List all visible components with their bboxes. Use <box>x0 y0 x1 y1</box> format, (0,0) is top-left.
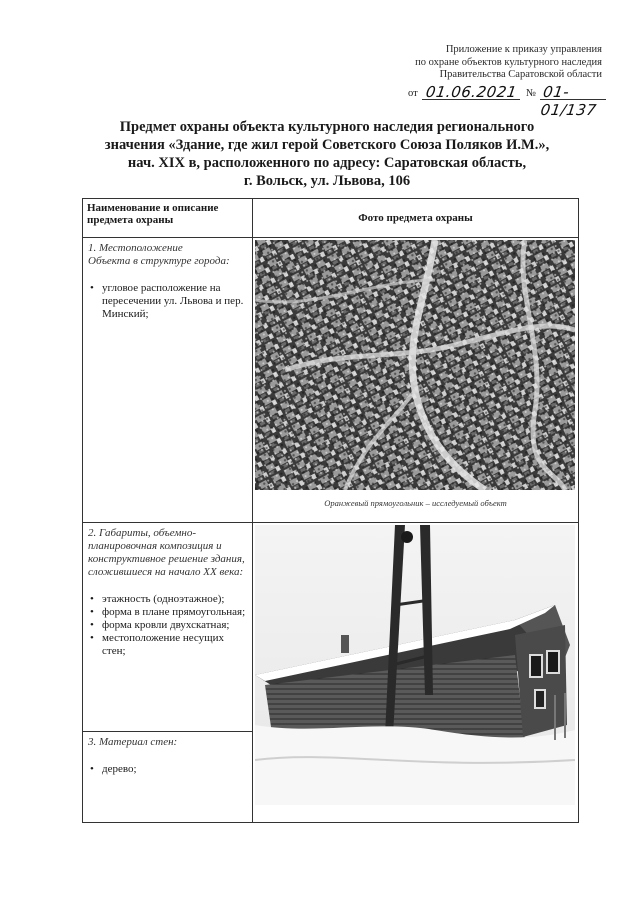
section-subheading: Объекта в структуре города: <box>88 255 230 267</box>
title-line-1: Предмет охраны объекта культурного наследия регионального <box>119 119 535 135</box>
appendix-line-3: Правительства Саратовской области <box>439 69 602 80</box>
row-dimensions-description <box>83 523 253 732</box>
photo-caption: Оранжевый прямоугольник – исследуемый объект <box>324 498 507 508</box>
header-description: Наименование и описание предмета охраны <box>83 199 253 238</box>
table-row <box>83 523 579 732</box>
row-material-description <box>83 732 253 823</box>
aerial-map-image <box>255 240 575 490</box>
document-title <box>80 118 574 190</box>
section-heading: 1. Местоположение <box>88 242 183 254</box>
list-item: • форма кровли двухскатная; <box>102 619 247 632</box>
aerial-photo-cell <box>253 238 579 523</box>
bullet-list <box>88 593 247 658</box>
appendix-block <box>362 44 602 82</box>
date-prefix: от <box>408 88 418 99</box>
header-photo: Фото предмета охраны <box>253 199 579 238</box>
protection-table <box>82 198 579 823</box>
section-heading: 2. Габариты, объемно-планировочная композиция и конструктивное решение здания, сложившиеся на начало XX века: <box>88 527 245 578</box>
list-item: • местоположение несущих стен; <box>102 632 247 658</box>
title-line-3: нач. XIX в, расположенного по адресу: Саратовская область, <box>127 155 527 171</box>
appendix-line-2: по охране объектов культурного наследия <box>415 56 602 68</box>
section-heading: 3. Материал стен: <box>88 736 178 748</box>
building-photo-image <box>255 525 575 805</box>
order-date: 01.06.2021 <box>424 83 519 101</box>
list-item: • дерево; <box>102 763 247 776</box>
table-row <box>83 238 579 523</box>
order-number: 01-01/137 <box>539 83 598 119</box>
title-line-4: г. Вольск, ул. Львова, 106 <box>243 173 411 189</box>
list-item: • угловое расположение на пересечении ул. Львова и пер. Минский; <box>102 282 247 321</box>
list-item: • форма в плане прямоугольная; <box>102 606 247 619</box>
building-photo-cell <box>253 523 579 823</box>
table-header-row <box>83 199 579 238</box>
bullet-list <box>88 282 247 321</box>
appendix-line-1: Приложение к приказу управления <box>445 44 602 55</box>
row-location-description <box>83 238 253 523</box>
order-reference <box>408 83 608 119</box>
bullet-list <box>88 763 247 776</box>
list-item: • этажность (одноэтажное); <box>102 593 247 606</box>
number-prefix: № <box>526 88 537 99</box>
title-line-2: значения «Здание, где жил герой Советского Союза Поляков И.М.», <box>104 137 550 153</box>
